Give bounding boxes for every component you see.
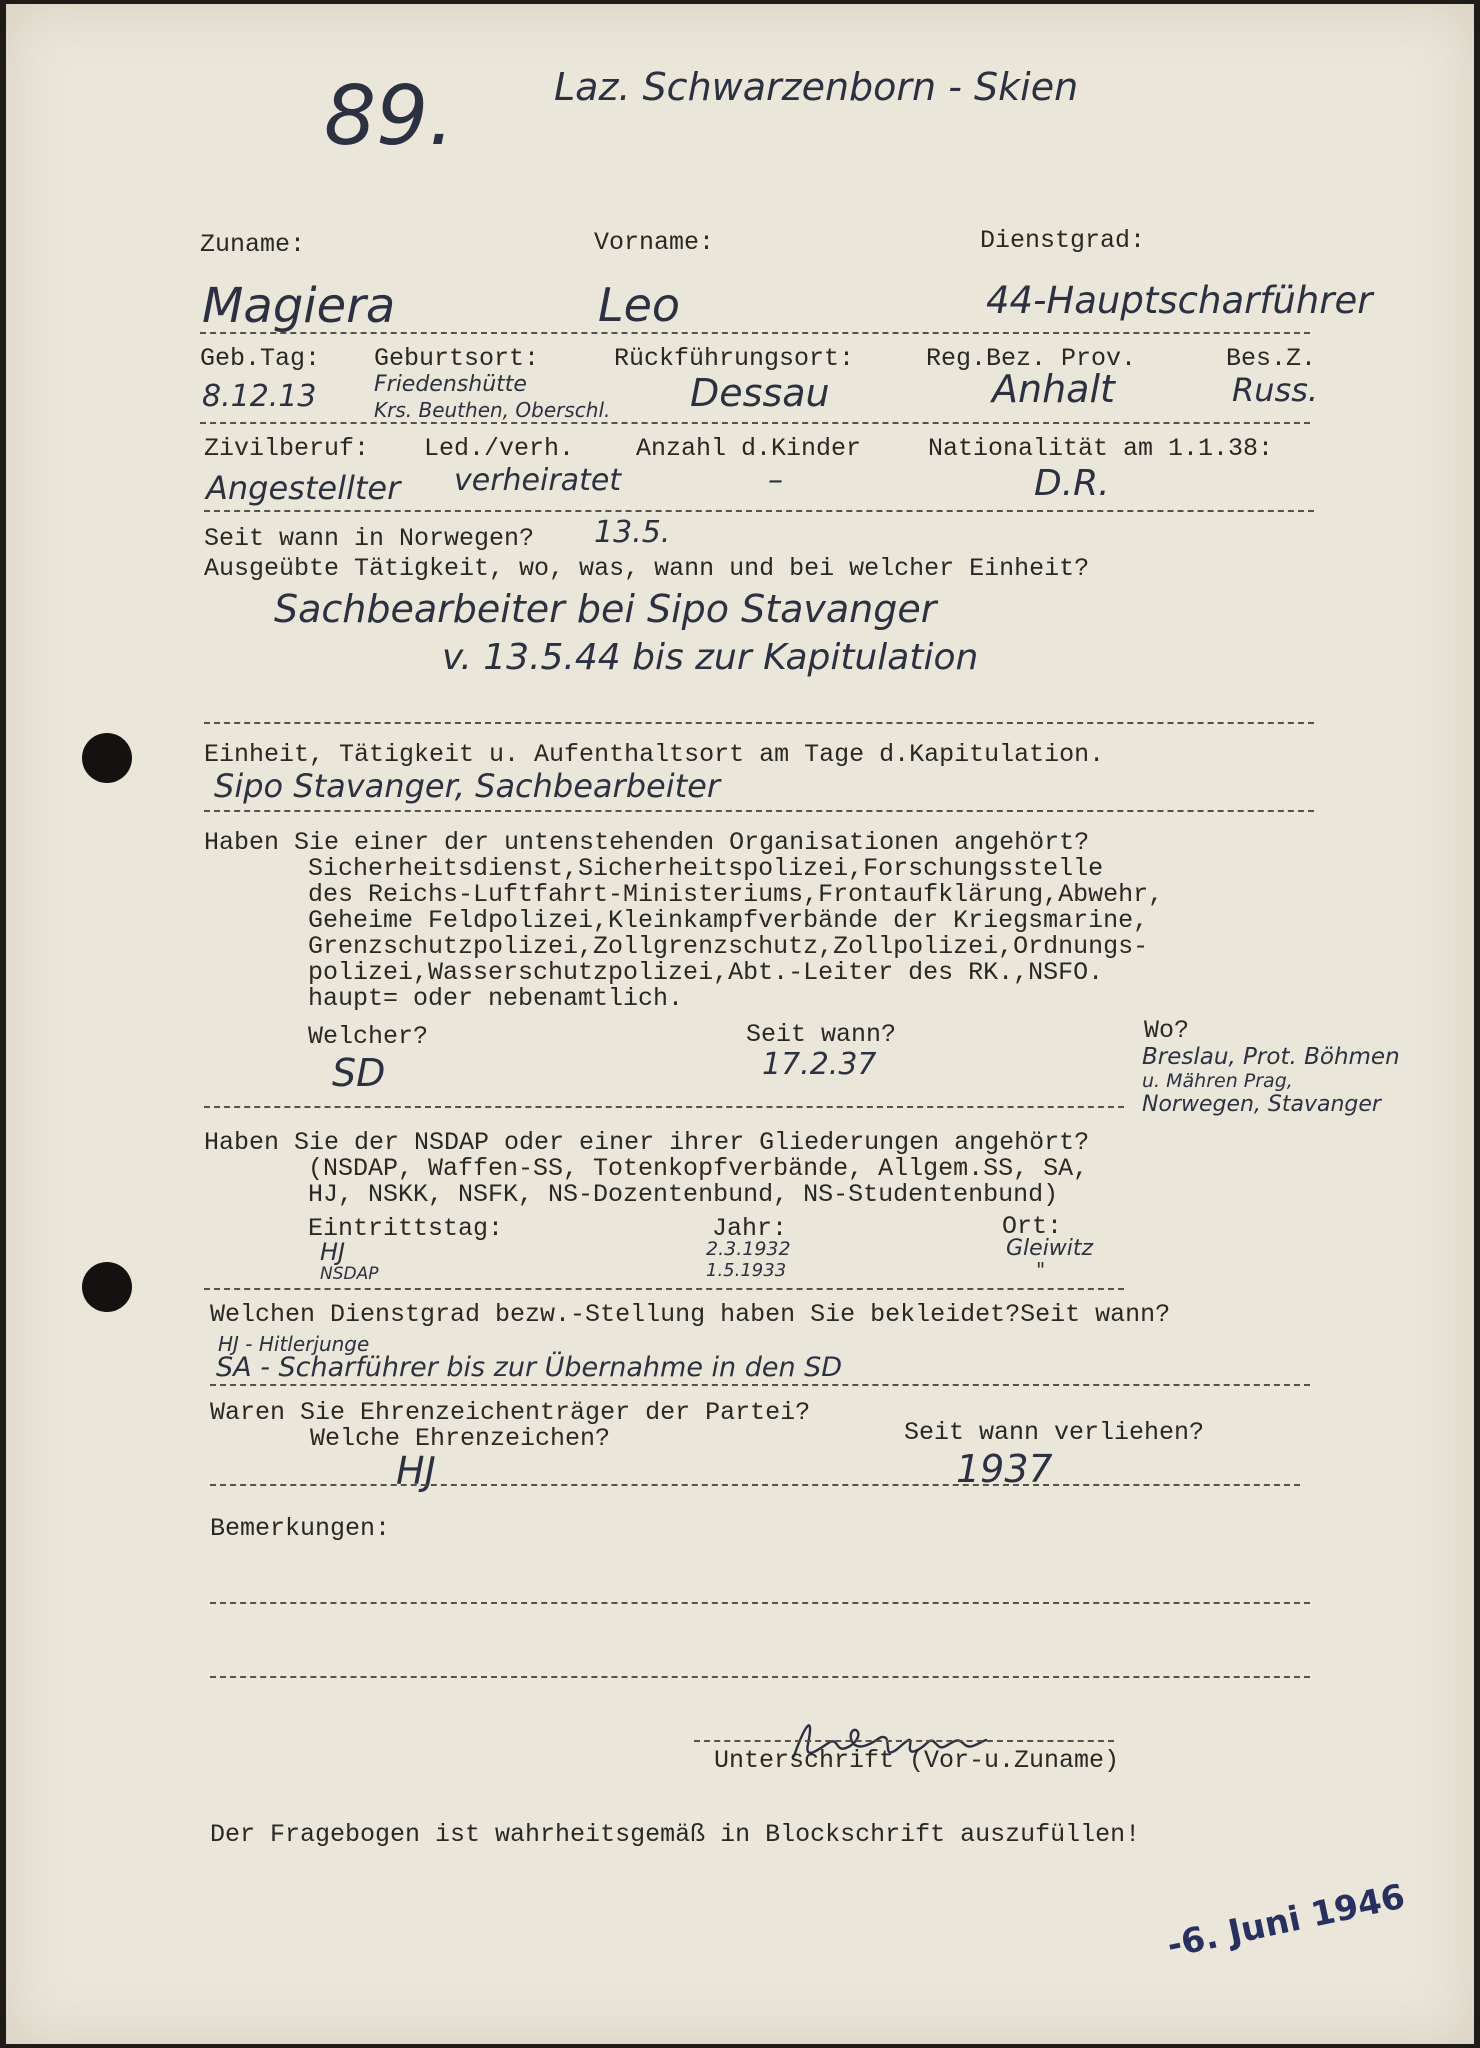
punch-hole-bottom <box>82 1262 132 1312</box>
capitulation-line <box>204 810 1314 812</box>
rank-held-label: Welchen Dienstgrad bezw.-Stellung haben Sie bekleidet?Seit wann? <box>210 1300 1171 1329</box>
activity-value-2: v. 13.5.44 bis zur Kapitulation <box>442 637 979 678</box>
profession-label: Zivilberuf: <box>204 434 370 463</box>
norway-since-label: Seit wann in Norwegen? <box>204 524 535 553</box>
decorations-label-1: Waren Sie Ehrenzeichenträger der Partei? <box>210 1398 811 1427</box>
rank-label: Dienstgrad: <box>980 226 1146 255</box>
rank-held-value-2: SA - Scharführer bis zur Übernahme in den SD <box>216 1352 843 1383</box>
form-sheet <box>6 4 1474 2044</box>
org-line-2: Sicherheitsdienst,Sicherheitspolizei,Forschungsstelle <box>308 854 1104 883</box>
org-line-5: Grenzschutzpolizei,Zollgrenzschutz,Zollpolizei,Ordnungs- <box>308 932 1149 961</box>
capitulation-value: Sipo Stavanger, Sachbearbeiter <box>214 767 720 805</box>
org-where-value-2: u. Mähren Prag, <box>1142 1070 1293 1092</box>
children-value: – <box>768 463 783 498</box>
birthplace-value-2: Krs. Beuthen, Oberschl. <box>374 398 611 422</box>
zone-label: Bes.Z. <box>1226 344 1317 373</box>
surname-value: Magiera <box>202 278 396 334</box>
nsdap-line <box>204 1288 1124 1290</box>
punch-hole-top <box>82 733 132 783</box>
nationality-label: Nationalität am 1.1.38: <box>928 434 1274 463</box>
row1-line <box>200 332 1310 334</box>
marital-value: verheiratet <box>454 463 622 498</box>
nsdap-place-label: Ort: <box>1002 1212 1063 1241</box>
organisations-line <box>204 1106 1124 1108</box>
nsdap-line-3: HJ, NSKK, NSFK, NS-Dozentenbund, NS-Studentenbund) <box>308 1180 1059 1209</box>
region-value: Anhalt <box>992 367 1115 411</box>
row3-line <box>204 510 1314 512</box>
return-place-value: Dessau <box>690 371 830 415</box>
org-line-4: Geheime Feldpolizei,Kleinkampfverbände der Kriegsmarine, <box>308 906 1149 935</box>
nsdap-year-2: 1.5.1933 <box>706 1260 787 1281</box>
birthplace-value-1: Friedenshütte <box>374 372 527 397</box>
nsdap-place-2: " <box>1036 1258 1046 1282</box>
instruction-note: Der Fragebogen ist wahrheitsgemäß in Blockschrift auszufüllen! <box>210 1820 1141 1849</box>
nsdap-line-1: Haben Sie der NSDAP oder einer ihrer Gliederungen angehört? <box>204 1128 1090 1157</box>
remarks-line-1 <box>210 1602 1310 1604</box>
org-since-value: 17.2.37 <box>762 1047 877 1082</box>
profession-value: Angestellter <box>206 469 401 507</box>
firstname-label: Vorname: <box>594 228 715 257</box>
location-header: Laz. Schwarzenborn - Skien <box>554 65 1079 109</box>
nsdap-year-label: Jahr: <box>712 1214 788 1243</box>
birthdate-label: Geb.Tag: <box>200 344 321 373</box>
decorations-which-value: HJ <box>396 1449 436 1493</box>
region-label: Reg.Bez. Prov. <box>926 344 1137 373</box>
activity-value-1: Sachbearbeiter bei Sipo Stavanger <box>274 587 937 631</box>
signature-line <box>694 1740 1114 1742</box>
norway-since-value: 13.5. <box>594 515 671 550</box>
rank-held-line <box>210 1384 1310 1386</box>
org-since-label: Seit wann? <box>746 1020 897 1049</box>
nsdap-org-2: NSDAP <box>320 1264 379 1284</box>
signature-label: Unterschrift (Vor-u.Zuname) <box>714 1746 1120 1775</box>
org-which-label: Welcher? <box>308 1022 429 1051</box>
nsdap-year-1: 2.3.1932 <box>706 1238 791 1260</box>
org-line-6: polizei,Wasserschutzpolizei,Abt.-Leiter des RK.,NSFO. <box>308 958 1104 987</box>
activity-line <box>204 722 1314 724</box>
org-where-label: Wo? <box>1144 1016 1190 1045</box>
capitulation-label: Einheit, Tätigkeit u. Aufenthaltsort am Tage d.Kapitulation. <box>204 740 1105 769</box>
rank-held-value-1: HJ - Hitlerjunge <box>218 1332 370 1356</box>
org-where-value-1: Breslau, Prot. Böhmen <box>1142 1044 1400 1070</box>
return-place-label: Rückführungsort: <box>614 344 855 373</box>
remarks-line-2 <box>210 1676 1310 1678</box>
nsdap-org-1: HJ <box>320 1238 346 1266</box>
decorations-line <box>210 1484 1300 1486</box>
file-number: 89. <box>324 69 455 164</box>
surname-label: Zuname: <box>200 230 306 259</box>
remarks-label: Bemerkungen: <box>210 1514 391 1543</box>
nsdap-place-1: Gleiwitz <box>1006 1236 1094 1261</box>
date-stamp: -6. Juni 1946 <box>1163 1876 1409 1966</box>
rank-value: 44-Hauptscharführer <box>986 279 1373 322</box>
activity-label: Ausgeübte Tätigkeit, wo, was, wann und bei welcher Einheit? <box>204 554 1090 583</box>
birthdate-value: 8.12.13 <box>202 379 317 414</box>
nsdap-entry-label: Eintrittstag: <box>308 1214 504 1243</box>
org-line-7: haupt= oder nebenamtlich. <box>308 984 684 1013</box>
firstname-value: Leo <box>598 278 681 332</box>
decorations-since-label: Seit wann verliehen? <box>904 1418 1205 1447</box>
marital-label: Led./verh. <box>424 434 575 463</box>
org-line-1: Haben Sie einer der untenstehenden Organisationen angehört? <box>204 828 1090 857</box>
org-line-3: des Reichs-Luftfahrt-Ministeriums,Frontaufklärung,Abwehr, <box>308 880 1164 909</box>
children-label: Anzahl d.Kinder <box>636 434 862 463</box>
nsdap-line-2: (NSDAP, Waffen-SS, Totenkopfverbände, Allgem.SS, SA, <box>308 1154 1089 1183</box>
org-where-value-3: Norwegen, Stavanger <box>1142 1092 1381 1117</box>
decorations-label-2: Welche Ehrenzeichen? <box>310 1424 611 1453</box>
org-which-value: SD <box>332 1051 386 1095</box>
birthplace-label: Geburtsort: <box>374 344 540 373</box>
decorations-since-value: 1937 <box>956 1447 1053 1491</box>
row2-line <box>200 422 1310 424</box>
nationality-value: D.R. <box>1034 463 1110 504</box>
zone-value: Russ. <box>1232 371 1319 409</box>
